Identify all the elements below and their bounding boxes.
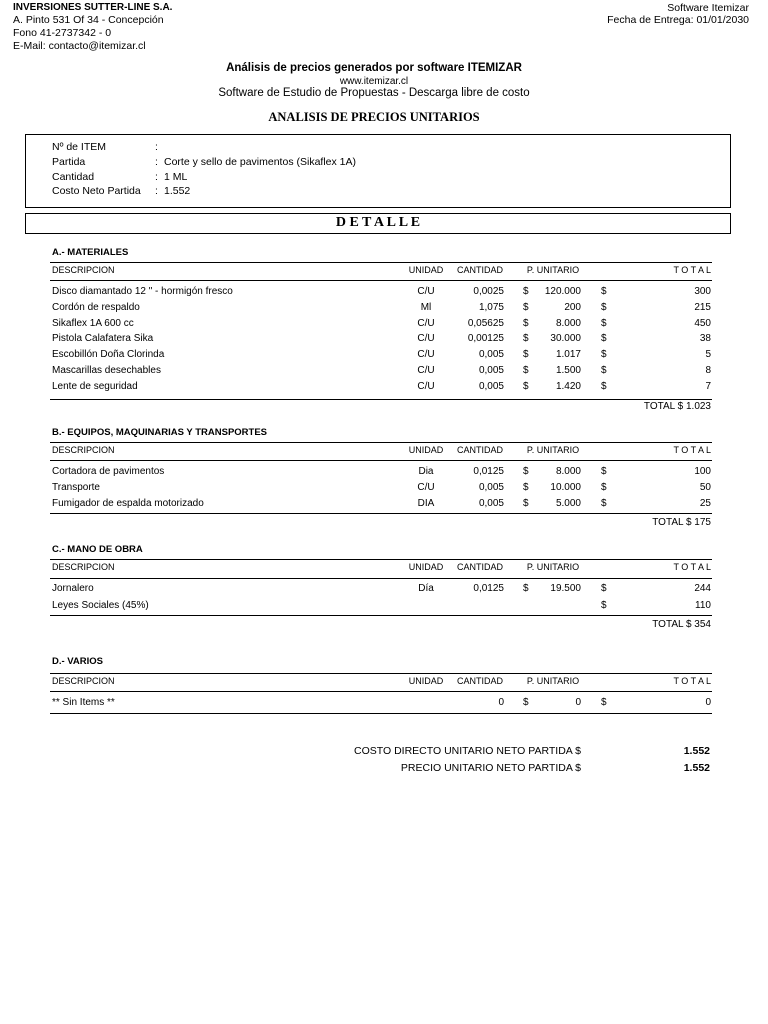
header-punitario: P. UNITARIO — [526, 676, 580, 686]
row-total: 50 — [699, 482, 711, 493]
item-info-value: 1 ML — [164, 171, 188, 183]
section-total: TOTAL $ 1.023 — [643, 401, 711, 412]
currency-symbol: $ — [601, 286, 607, 297]
precio-unitario-label: PRECIO UNITARIO NETO PARTIDA $ — [400, 762, 581, 774]
item-info-value: 1.552 — [164, 185, 191, 197]
row-cantidad: 1,075 — [478, 302, 504, 313]
row-punitario: 5.000 — [555, 498, 581, 509]
row-unidad: C/U — [417, 381, 435, 392]
row-punitario: 120.000 — [544, 286, 581, 297]
section-title: D.- VARIOS — [52, 656, 104, 667]
row-unidad: C/U — [417, 318, 435, 329]
row-unidad: C/U — [417, 349, 435, 360]
row-unidad: C/U — [417, 286, 435, 297]
item-info-label: Costo Neto Partida — [52, 185, 141, 197]
row-cantidad: 0,05625 — [467, 318, 504, 329]
row-description: Sikaflex 1A 600 cc — [52, 318, 134, 329]
currency-symbol: $ — [601, 697, 607, 708]
analysis-title: Análisis de precios generados por software ITEMIZAR — [226, 62, 522, 74]
company-email: E-Mail: contacto@itemizar.cl — [13, 40, 146, 52]
section-total: TOTAL $ 354 — [652, 619, 711, 630]
row-total: 0 — [705, 697, 711, 708]
header-unidad: UNIDAD — [408, 445, 444, 455]
row-total: 244 — [694, 583, 711, 594]
currency-symbol: $ — [523, 466, 529, 477]
header-descripcion: DESCRIPCION — [52, 562, 115, 572]
row-unidad: C/U — [417, 365, 435, 376]
header-total: T O T A L — [673, 265, 711, 275]
costo-directo-value: 1.552 — [683, 745, 710, 757]
divider — [50, 460, 712, 461]
detail-title: D E T A L L E — [335, 215, 421, 230]
currency-symbol: $ — [523, 286, 529, 297]
row-description: Disco diamantado 12 " - hormigón fresco — [52, 286, 233, 297]
costo-directo-label: COSTO DIRECTO UNITARIO NETO PARTIDA $ — [354, 745, 581, 757]
row-total: 25 — [699, 498, 711, 509]
row-cantidad: 0,005 — [478, 365, 504, 376]
divider — [50, 578, 712, 579]
divider — [50, 399, 712, 400]
item-info-separator: : — [155, 185, 158, 197]
row-unidad: Dia — [418, 466, 434, 477]
company-phone: Fono 41-2737342 - 0 — [13, 27, 112, 39]
row-punitario: 1.420 — [555, 381, 581, 392]
header-unidad: UNIDAD — [408, 562, 444, 572]
section-total: TOTAL $ 175 — [652, 517, 711, 528]
currency-symbol: $ — [523, 333, 529, 344]
section-title: A.- MATERIALES — [52, 247, 129, 258]
divider — [50, 615, 712, 616]
row-punitario: 8.000 — [555, 466, 581, 477]
row-total: 5 — [705, 349, 711, 360]
currency-symbol: $ — [601, 318, 607, 329]
row-total: 7 — [705, 381, 711, 392]
divider — [50, 713, 712, 714]
divider — [50, 673, 712, 674]
row-cantidad: 0,0125 — [473, 466, 504, 477]
row-punitario: 1.017 — [555, 349, 581, 360]
currency-symbol: $ — [601, 600, 607, 611]
divider — [50, 691, 712, 692]
company-address: A. Pinto 531 Of 34 - Concepción — [13, 14, 164, 26]
row-punitario: 0 — [575, 697, 581, 708]
header-cantidad: CANTIDAD — [456, 676, 503, 686]
currency-symbol: $ — [601, 466, 607, 477]
currency-symbol: $ — [523, 318, 529, 329]
item-info-separator: : — [155, 156, 158, 168]
row-description: Cordón de respaldo — [52, 302, 140, 313]
item-info-label: Partida — [52, 156, 86, 168]
page-title: ANALISIS DE PRECIOS UNITARIOS — [268, 110, 480, 124]
currency-symbol: $ — [601, 349, 607, 360]
software-name: Software Itemizar — [667, 2, 749, 14]
currency-symbol: $ — [523, 349, 529, 360]
header-punitario: P. UNITARIO — [526, 445, 580, 455]
row-punitario: 8.000 — [555, 318, 581, 329]
header-cantidad: CANTIDAD — [456, 265, 503, 275]
row-cantidad: 0,005 — [478, 498, 504, 509]
header-cantidad: CANTIDAD — [456, 562, 503, 572]
currency-symbol: $ — [523, 697, 529, 708]
currency-symbol: $ — [601, 583, 607, 594]
website-link: www.itemizar.cl — [339, 76, 409, 87]
section-title: C.- MANO DE OBRA — [52, 544, 143, 555]
header-total: T O T A L — [673, 445, 711, 455]
row-description: ** Sin Items ** — [52, 697, 115, 708]
currency-symbol: $ — [601, 498, 607, 509]
row-description: Escobillón Doña Clorinda — [52, 349, 165, 360]
row-total: 8 — [705, 365, 711, 376]
header-descripcion: DESCRIPCION — [52, 445, 115, 455]
row-unidad: DIA — [417, 498, 435, 509]
row-total: 450 — [694, 318, 711, 329]
currency-symbol: $ — [523, 365, 529, 376]
row-unidad: C/U — [417, 482, 435, 493]
row-total: 300 — [694, 286, 711, 297]
header-descripcion: DESCRIPCION — [52, 265, 115, 275]
row-description: Fumigador de espalda motorizado — [52, 498, 204, 509]
divider — [50, 280, 712, 281]
divider — [50, 559, 712, 560]
currency-symbol: $ — [523, 302, 529, 313]
section-title: B.- EQUIPOS, MAQUINARIAS Y TRANSPORTES — [52, 427, 268, 438]
header-cantidad: CANTIDAD — [456, 445, 503, 455]
row-unidad: C/U — [417, 333, 435, 344]
row-unidad: Ml — [420, 302, 432, 313]
item-info-label: Nº de ITEM — [52, 141, 107, 153]
header-unidad: UNIDAD — [408, 676, 444, 686]
currency-symbol: $ — [523, 583, 529, 594]
divider — [50, 513, 712, 514]
row-description: Jornalero — [52, 583, 94, 594]
row-cantidad: 0,00125 — [467, 333, 504, 344]
header-punitario: P. UNITARIO — [526, 265, 580, 275]
row-total: 100 — [694, 466, 711, 477]
header-descripcion: DESCRIPCION — [52, 676, 115, 686]
row-total: 38 — [699, 333, 711, 344]
tagline: Software de Estudio de Propuestas - Descarga libre de costo — [218, 87, 530, 99]
item-info-value: Corte y sello de pavimentos (Sikaflex 1A) — [164, 156, 356, 168]
item-info-separator: : — [155, 141, 158, 153]
header-total: T O T A L — [673, 676, 711, 686]
header-unidad: UNIDAD — [408, 265, 444, 275]
row-punitario: 1.500 — [555, 365, 581, 376]
currency-symbol: $ — [523, 381, 529, 392]
divider — [50, 442, 712, 443]
precio-unitario-value: 1.552 — [683, 762, 710, 774]
row-total: 215 — [694, 302, 711, 313]
currency-symbol: $ — [601, 482, 607, 493]
delivery-date: Fecha de Entrega: 01/01/2030 — [607, 14, 749, 26]
currency-symbol: $ — [601, 381, 607, 392]
row-punitario: 200 — [564, 302, 581, 313]
item-info-label: Cantidad — [52, 171, 95, 183]
row-punitario: 30.000 — [550, 333, 581, 344]
row-cantidad: 0,0025 — [473, 286, 504, 297]
header-total: T O T A L — [673, 562, 711, 572]
row-description: Transporte — [52, 482, 100, 493]
row-cantidad: 0 — [498, 697, 504, 708]
row-cantidad: 0,0125 — [473, 583, 504, 594]
row-description: Leyes Sociales (45%) — [52, 600, 149, 611]
currency-symbol: $ — [601, 365, 607, 376]
currency-symbol: $ — [523, 482, 529, 493]
row-cantidad: 0,005 — [478, 482, 504, 493]
currency-symbol: $ — [601, 333, 607, 344]
header-punitario: P. UNITARIO — [526, 562, 580, 572]
row-punitario: 10.000 — [550, 482, 581, 493]
company-name: INVERSIONES SUTTER-LINE S.A. — [13, 2, 173, 13]
row-unidad: Día — [418, 583, 434, 594]
currency-symbol: $ — [523, 498, 529, 509]
row-description: Pistola Calafatera Sika — [52, 333, 154, 344]
item-info-separator: : — [155, 171, 158, 183]
row-description: Cortadora de pavimentos — [52, 466, 165, 477]
row-description: Lente de seguridad — [52, 381, 138, 392]
row-punitario: 19.500 — [550, 583, 581, 594]
row-cantidad: 0,005 — [478, 381, 504, 392]
currency-symbol: $ — [601, 302, 607, 313]
row-total: 110 — [695, 600, 711, 611]
divider — [50, 262, 712, 263]
row-cantidad: 0,005 — [478, 349, 504, 360]
row-description: Mascarillas desechables — [52, 365, 161, 376]
